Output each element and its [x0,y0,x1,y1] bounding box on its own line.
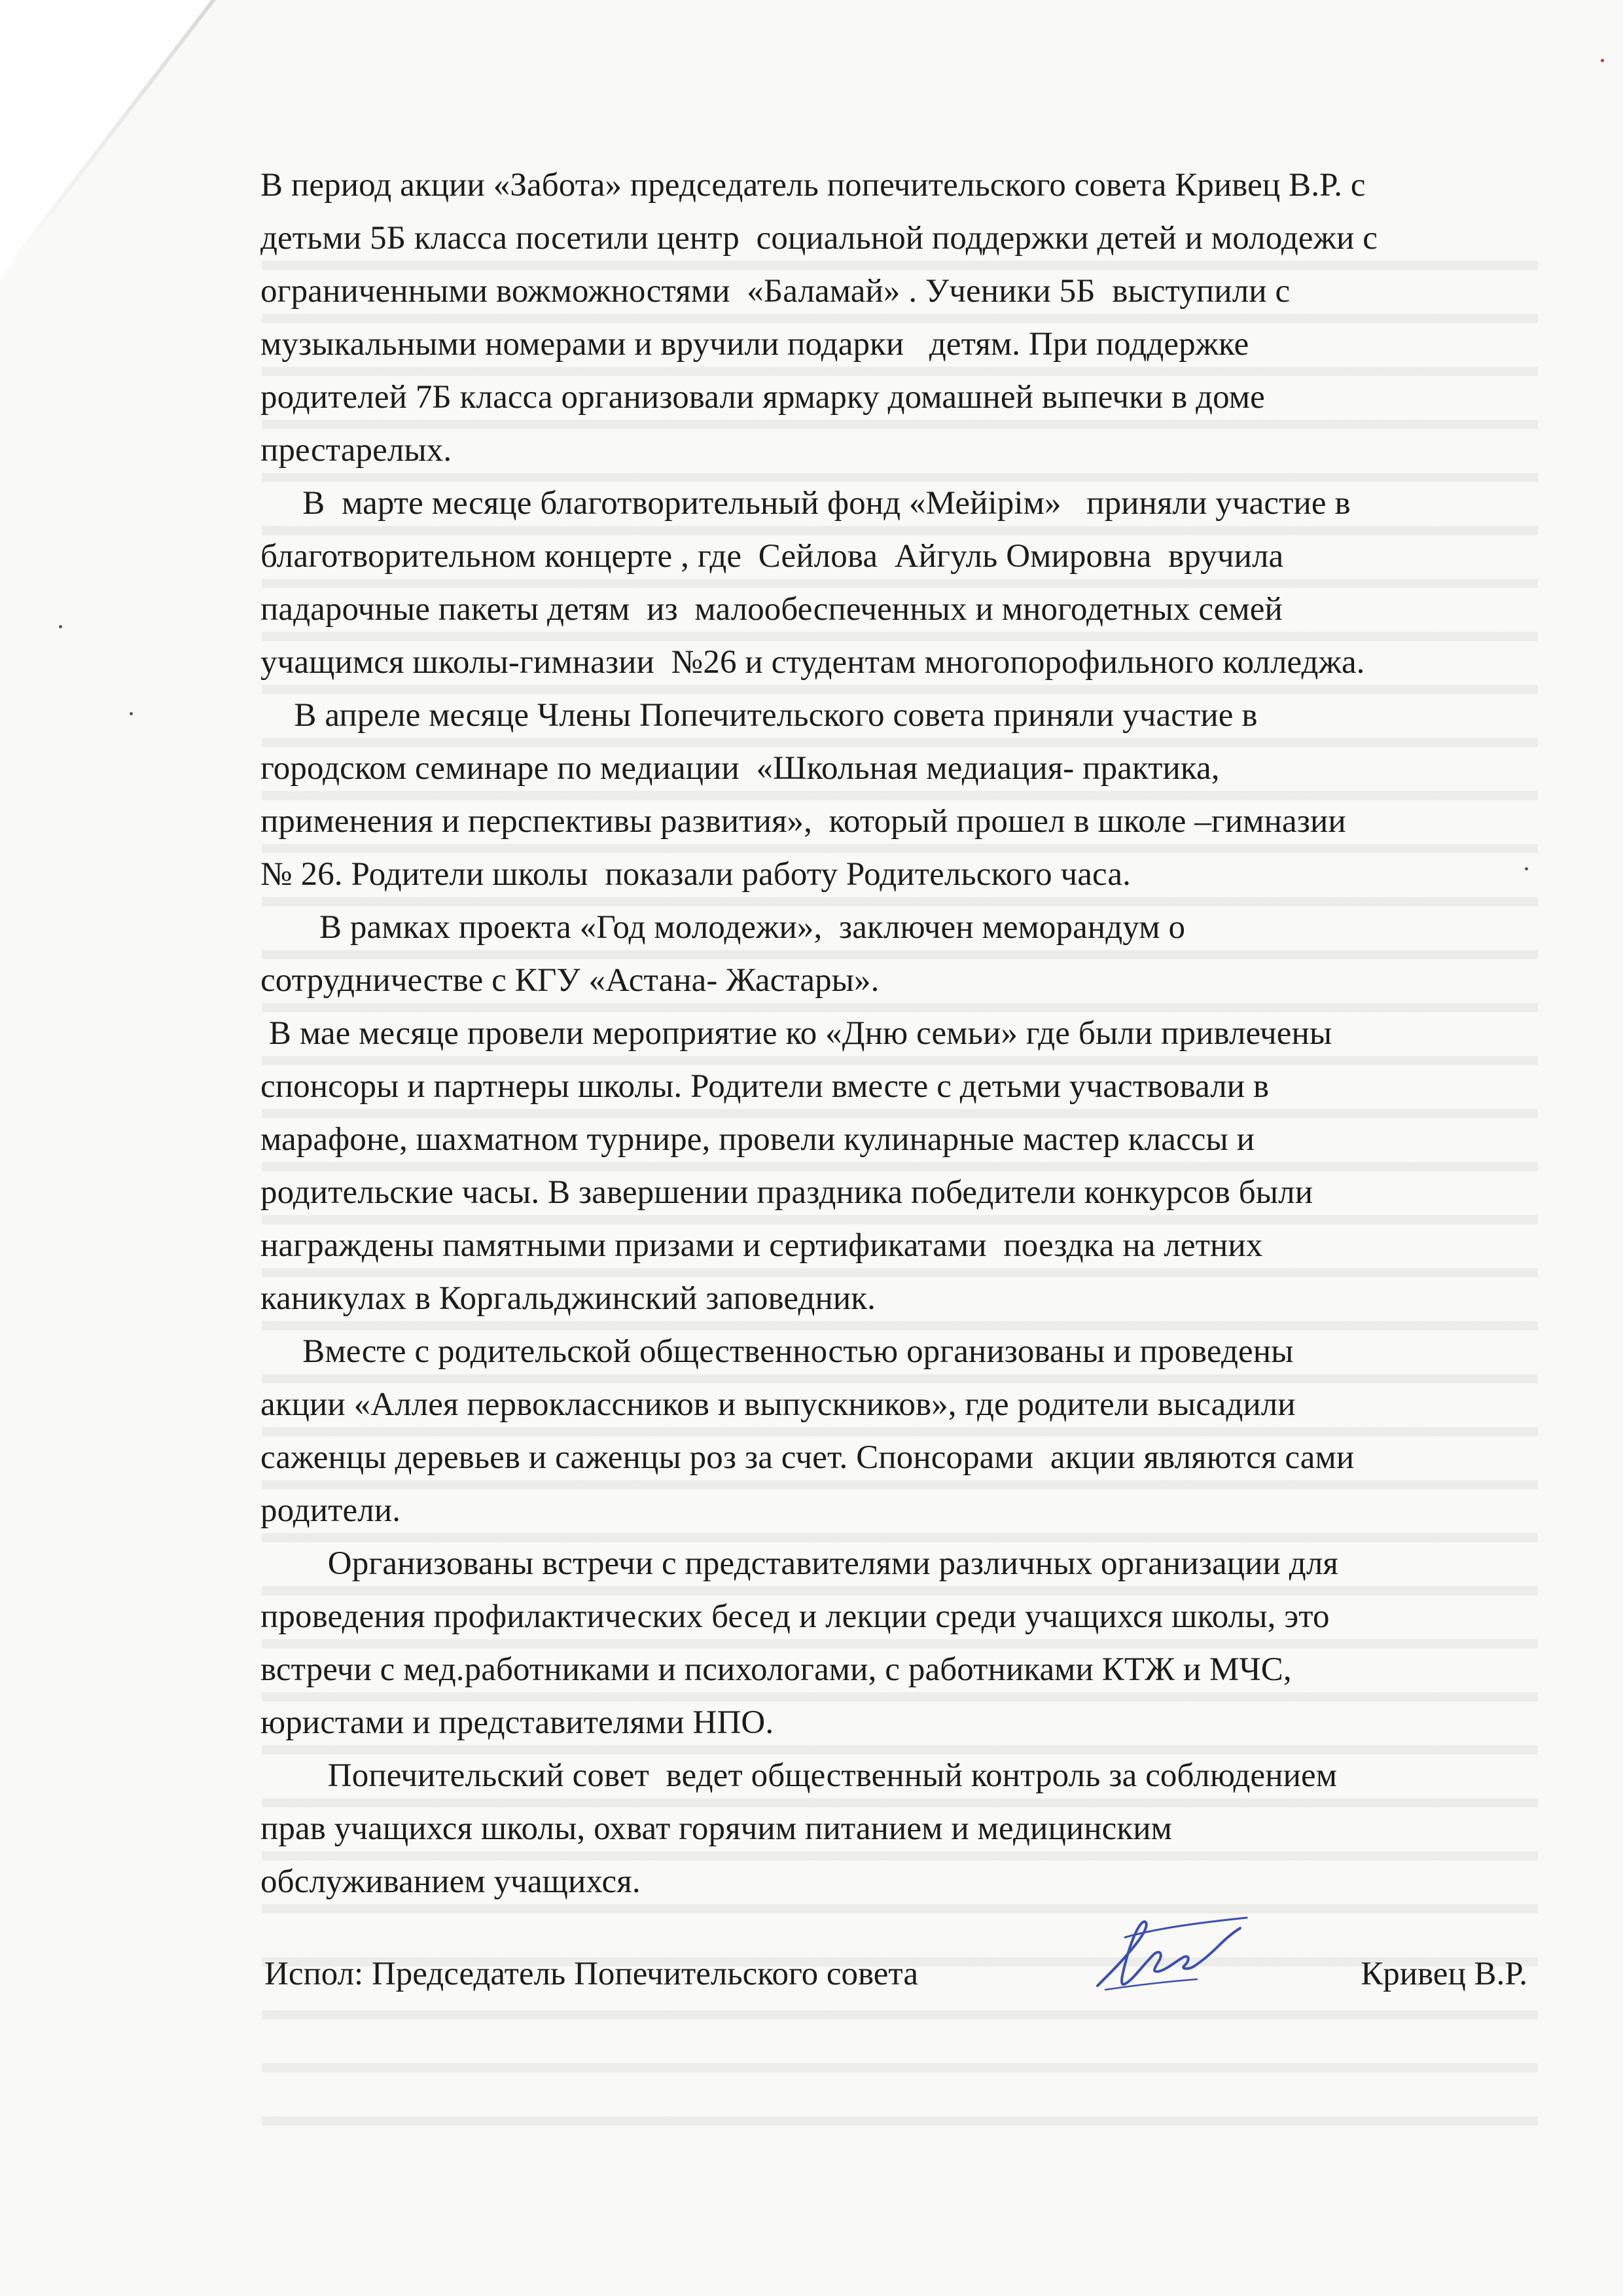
text-line: родительские часы. В завершении праздника победители конкурсов были [260,1174,1313,1211]
text-line: каникулах в Коргальджинский заповедник. [260,1280,876,1317]
text-line: В период акции «Забота» председатель попечительского совета Кривец В.Р. с [260,167,1366,204]
signature-name: Кривец В.Р. [1361,1956,1527,1992]
signature-row [264,1948,1527,2001]
text-line: Организованы встречи с представителями различных организации для [260,1545,1338,1582]
text-line: марафоне, шахматном турнире, провели кулинарные мастер классы и [260,1121,1255,1158]
text-line: проведения профилактических бесед и лекции среди учащихся школы, это [260,1598,1330,1635]
paragraph-zabota [260,159,1543,477]
text-line: обслуживанием учащихся. [260,1863,641,1900]
text-line: родителей 7Б класса организовали ярмарку домашней выпечки в доме [260,379,1265,416]
text-line: встречи с мед.работниками и психологами, с работниками КТЖ и МЧС, [260,1651,1292,1688]
text-line: В апреле месяце Члены Попечительского совета приняли участие в [260,697,1258,734]
scan-speck [59,625,62,628]
text-line: учащимся школы-гимназии №26 и студентам многопорофильного колледжа. [260,644,1365,681]
paragraph-may [260,1007,1543,1325]
paragraph-meetings [260,1537,1543,1749]
scan-speck [1601,59,1604,62]
text-line: престарелых. [260,432,452,469]
text-line: Вместе с родительской общественностью организованы и проведены [260,1333,1294,1370]
text-line: прав учащихся школы, охват горячим питанием и медицинским [260,1810,1173,1847]
text-line: В марте месяце благотворительный фонд «Мейірім» приняли участие в [260,485,1351,522]
text-line: саженцы деревьев и саженцы роз за счет. Спонсорами акции являются сами [260,1439,1355,1476]
handwritten-signature [1086,1909,1256,2000]
paragraph-control [260,1749,1543,1909]
text-line: городском семинаре по медиации «Школьная медиация- практика, [260,750,1220,787]
text-line: благотворительном концерте , где Сейлова Айгуль Омировна вручила [260,538,1284,575]
scan-speck [130,712,133,715]
text-line: № 26. Родители школы показали работу Родительского часа. [260,856,1131,893]
text-line: спонсоры и партнеры школы. Родители вместе с детьми участвовали в [260,1068,1270,1105]
text-line: родители. [260,1492,401,1529]
document-body [260,159,1543,1909]
text-line: детьми 5Б класса посетили центр социальной поддержки детей и молодежи с [260,220,1378,257]
paragraph-april [260,689,1543,901]
text-line: В мае месяце провели мероприятие ко «Дню семьи» где были привлечены [260,1015,1332,1052]
paragraph-alley [260,1325,1543,1537]
text-line: В рамках проекта «Год молодежи», заключен меморандум о [260,909,1186,946]
text-line: юристами и представителями НПО. [260,1704,774,1741]
text-line: награждены памятными призами и сертификатами поездка на летних [260,1227,1263,1264]
text-line: Попечительский совет ведет общественный контроль за соблюдением [260,1757,1338,1794]
text-line: ограниченными вожможностями «Баламай» . Ученики 5Б выступили с [260,273,1291,310]
paragraph-youth-year [260,901,1543,1007]
text-line: падарочные пакеты детям из малообеспеченных и многодетных семей [260,591,1283,628]
text-line: акции «Аллея первоклассников и выпускников», где родители высадили [260,1386,1296,1423]
text-line: сотрудничестве с КГУ «Астана- Жастары». [260,962,880,999]
text-line: применения и перспективы развития», который прошел в школе –гимназии [260,803,1346,840]
text-line: музыкальными номерами и вручили подарки детям. При поддержке [260,326,1249,363]
signature-label: Испол: Председатель Попечительского совета [264,1956,918,1992]
paragraph-march [260,477,1543,689]
